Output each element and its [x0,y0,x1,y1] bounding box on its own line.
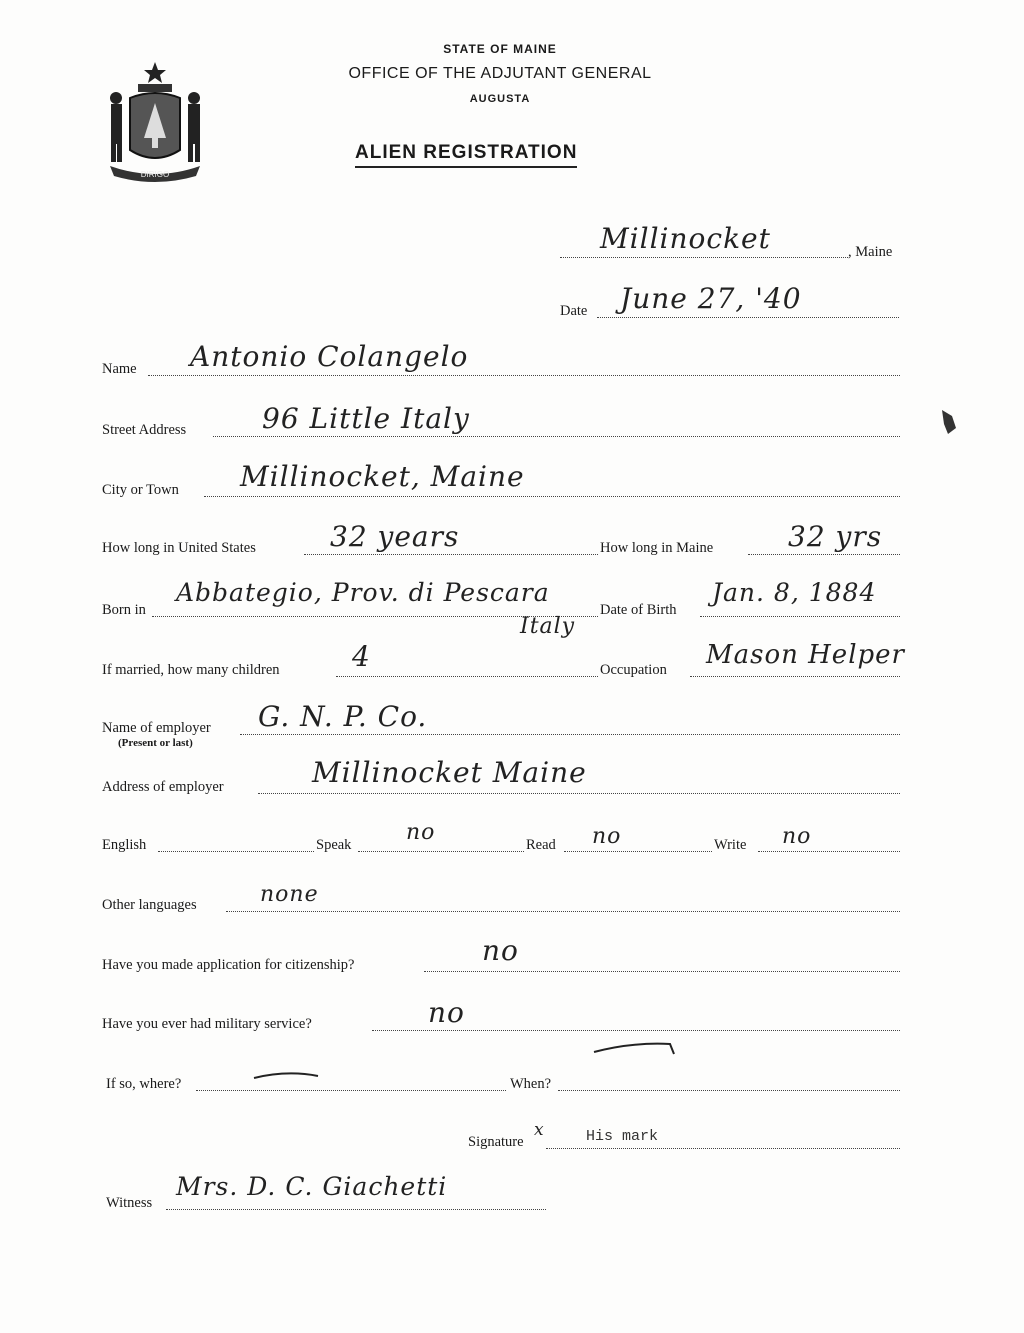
born-in-country-note: Italy [520,614,576,639]
street-address-line [213,436,900,437]
children-line [336,676,598,677]
date-label: Date [560,303,588,319]
how-long-maine-line [748,554,900,555]
read-line [564,851,712,852]
svg-text:DIRIGO: DIRIGO [140,170,170,179]
dash-stroke-mark [252,1068,322,1082]
born-in-value: Abbategio, Prov. di Pescara [176,578,550,607]
witness-line [166,1209,546,1210]
if-so-where-label: If so, where? [106,1076,182,1092]
how-long-maine-label: How long in Maine [600,540,714,556]
pen-stroke-mark [592,1038,688,1060]
street-address-label: Street Address [102,422,187,438]
street-address-value: 96 Little Italy [262,402,470,435]
ink-speck-mark [938,408,958,436]
name-line [148,375,900,376]
witness-label: Witness [106,1195,153,1211]
witness-value: Mrs. D. C. Giachetti [176,1172,448,1201]
when-label: When? [510,1076,552,1092]
citizenship-label: Have you made application for citizenship? [102,957,355,973]
speak-line [358,851,524,852]
how-long-us-line [304,554,598,555]
date-of-birth-line [700,616,900,617]
english-label: English [102,837,147,853]
how-long-us-label: How long in United States [102,540,256,556]
employer-address-value: Millinocket Maine [312,756,587,789]
signature-mark: x [534,1120,545,1140]
header-city: AUGUSTA [469,93,531,105]
how-long-maine-value: 32 yrs [788,520,883,553]
signature-line [546,1148,900,1149]
header-state: STATE OF MAINE [443,42,557,56]
children-value: 4 [352,640,371,673]
city-value: Millinocket, Maine [240,460,525,493]
date-line [597,317,899,318]
state-seal-icon [100,58,210,183]
signature-value: His mark [586,1128,659,1145]
read-label: Read [526,837,556,853]
header-office: OFFICE OF THE ADJUTANT GENERAL [348,65,652,82]
employer-sublabel: (Present or last) [118,737,193,749]
speak-label: Speak [316,837,352,853]
english-line [158,851,314,852]
write-line [758,851,900,852]
read-value: no [592,824,622,849]
date-value: June 27, '40 [620,282,802,315]
citizenship-line [424,971,900,972]
other-languages-value: none [260,882,319,907]
form-title: ALIEN REGISTRATION [355,142,577,168]
write-value: no [782,824,812,849]
city-label: City or Town [102,482,179,498]
name-label: Name [102,361,137,377]
citizenship-value: no [482,934,519,967]
date-of-birth-label: Date of Birth [600,602,677,618]
other-languages-label: Other languages [102,897,197,913]
employer-line [240,734,900,735]
employer-address-label: Address of employer [102,779,224,795]
military-label: Have you ever had military service? [102,1016,312,1032]
speak-value: no [406,820,436,845]
when-line [558,1090,900,1091]
signature-label: Signature [468,1134,524,1150]
employer-value: G. N. P. Co. [258,700,428,733]
other-languages-line [226,911,900,912]
place-line [560,257,848,258]
place-suffix: , Maine [848,244,893,260]
occupation-label: Occupation [600,662,667,678]
employer-address-line [258,793,900,794]
employer-label: Name of employer [102,720,211,736]
place-value: Millinocket [600,222,771,255]
date-of-birth-value: Jan. 8, 1884 [712,578,877,607]
name-value: Antonio Colangelo [190,340,469,373]
if-so-where-line [196,1090,506,1091]
how-long-us-value: 32 years [330,520,460,553]
children-label: If married, how many children [102,662,280,678]
write-label: Write [714,837,747,853]
military-value: no [428,996,465,1029]
military-line [372,1030,900,1031]
born-in-label: Born in [102,602,146,618]
city-line [204,496,900,497]
occupation-line [690,676,900,677]
occupation-value: Mason Helper [706,640,905,670]
